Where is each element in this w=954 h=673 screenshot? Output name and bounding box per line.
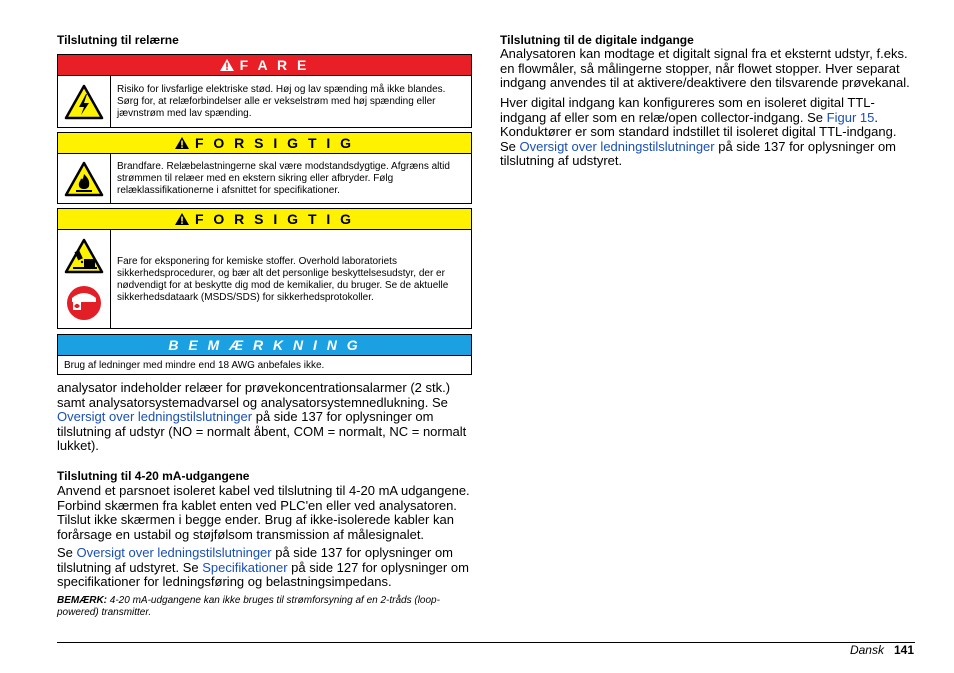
caution-fire-text: Brandfare. Relæbelastningerne skal være modstandsdygtige. Afgræns altid strømmen til relæer med en ekstern sikring eller afbryder. Følg relæklassifikationerne i afsnittet for specifikationer. bbox=[117, 161, 450, 196]
wiring-overview-link[interactable]: Oversigt over ledningstilslutninger bbox=[57, 409, 253, 424]
heading-4-20ma: Tilslutning til 4-20 mA-udgangene bbox=[57, 469, 250, 483]
see-paragraph-text-2: på side 137 for oplysninger om tilslutning af udstyret. Se bbox=[57, 545, 454, 575]
see-paragraph-text-3: på side 127 for oplysninger om specifikationer for ledningsføring og belastningsimpedans. bbox=[57, 559, 469, 589]
output-paragraph: Anvend et parsnoet isoleret kabel ved tilslutning til 4-20 mA udgangene. Forbind skærmen fra kablet enten ved PLC'en eller ved analysatoren. Tilslut ikke skærmen i begge ender. Brug af ikke-isolerede kabler kan forårsage en ustabil og støjfølsom transmission af målesignalet. bbox=[57, 483, 470, 542]
caution-fire-box bbox=[57, 132, 472, 204]
danger-banner bbox=[58, 55, 471, 76]
digital-paragraph-2-text-3: på side 137 for oplysninger om tilslutning af udstyret. bbox=[500, 138, 897, 168]
fire-hazard-icon bbox=[64, 161, 104, 197]
danger-banner-label: F A R E bbox=[239, 57, 310, 73]
electric-shock-icon-cell bbox=[58, 76, 111, 128]
fire-icon-cell bbox=[58, 154, 111, 204]
specifications-link[interactable]: Specifikationer bbox=[202, 559, 288, 575]
chemical-hazard-icon bbox=[64, 238, 104, 274]
danger-box bbox=[57, 54, 472, 128]
notice-box bbox=[57, 334, 472, 375]
warning-triangle-icon bbox=[175, 137, 189, 149]
face-protection-icon bbox=[66, 284, 102, 322]
digital-paragraph-2-text-2: . Konduktører er som standard indstillet til isoleret digital TTL-indgang. Se bbox=[500, 109, 897, 154]
warning-triangle-icon bbox=[220, 59, 234, 71]
note-text: 4-20 mA-udgangene kan ikke bruges til strømforsyning af en 2-tråds (loop-powered) transmitter. bbox=[57, 595, 440, 618]
caution-banner-1-label: F O R S I G T I G bbox=[194, 135, 355, 151]
digital-paragraph-2-text: Hver digital indgang kan konfigureres som en isoleret digital TTL-indgang af eller som en relæ/open collector-indgang. Se bbox=[500, 95, 875, 125]
figure-15-link[interactable]: Figur 15 bbox=[826, 109, 875, 125]
chemical-icon-cell bbox=[58, 230, 111, 329]
wiring-overview-link-3[interactable]: Oversigt over ledningstilslutninger bbox=[519, 138, 715, 154]
relay-paragraph bbox=[57, 381, 472, 454]
footer-language: Dansk bbox=[849, 643, 884, 657]
caution-chemical-box bbox=[57, 208, 472, 329]
notice-banner: B E M Æ R K N I N G bbox=[58, 335, 471, 356]
electric-shock-icon bbox=[64, 84, 104, 120]
relay-paragraph-text-2: på side 137 for oplysninger om tilslutning af udstyr (NO = normalt åbent, COM = normalt, NC = normalt lukket). bbox=[57, 409, 467, 453]
warning-triangle-icon bbox=[175, 213, 189, 225]
danger-text: Risiko for livsfarlige elektriske stød. Høj og lav spænding må ikke blandes. Sørg for, at relæforbindelser alle er vekselstrøm med høj spænding eller jævnstrøm med lav spænding. bbox=[117, 84, 446, 119]
relay-paragraph-text: analysator indeholder relæer for prøvekoncentrationsalarmer (2 stk.) samt analysatorsystemadvarsel og analysatorsystemnedlukning. Se bbox=[57, 380, 451, 410]
caution-banner-1 bbox=[58, 133, 471, 154]
caution-banner-2-label: F O R S I G T I G bbox=[194, 211, 355, 227]
digital-paragraph-2 bbox=[500, 96, 915, 169]
caution-banner-2 bbox=[58, 209, 471, 230]
caution-chemical-text: Fare for eksponering for kemiske stoffer. Overhold laboratoriets sikkerhedsprocedurer, og bær alt det personlige beskyttelsesudstyr, der er nødvendigt for at beskytte dig mod de kemikalier, du bruger. Se de aktuelle sikkerhedsdataark (MSDS/SDS) for sikkerhedsprotokoller. bbox=[117, 255, 449, 303]
wiring-overview-link-2[interactable]: Oversigt over ledningstilslutninger bbox=[76, 545, 272, 560]
footer-divider bbox=[57, 642, 915, 643]
heading-digital-inputs: Tilslutning til de digitale indgange bbox=[500, 33, 694, 47]
heading-relays: Tilslutning til relærne bbox=[57, 33, 179, 47]
page-footer bbox=[850, 643, 914, 657]
notice-text: Brug af ledninger med mindre end 18 AWG anbefales ikke. bbox=[64, 360, 325, 371]
digital-paragraph-1: Analysatoren kan modtage et digitalt signal fra et eksternt udstyr, f.eks. en flowmåler, så målingerne stopper, når flowet stopper. Hver separat indgang anvendes til at aktivere/deaktivere den tilsvarende prøvekanal. bbox=[500, 46, 910, 90]
see-paragraph bbox=[57, 546, 472, 590]
note-paragraph bbox=[57, 595, 472, 619]
page-number: 141 bbox=[893, 643, 914, 657]
note-label: BEMÆRK: bbox=[57, 595, 107, 606]
see-paragraph-text: Se bbox=[57, 545, 77, 560]
